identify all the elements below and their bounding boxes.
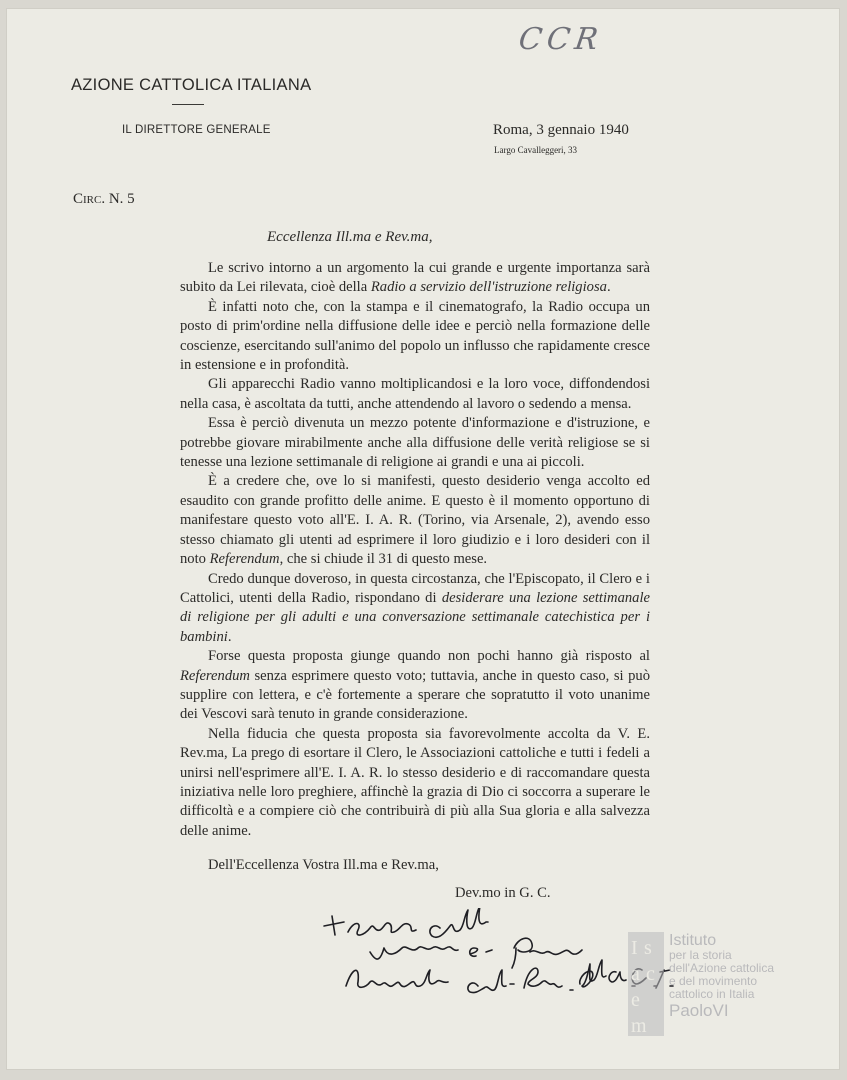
paragraph-text: Nella fiducia che questa proposta sia favorevolmente accolta da V. E. Rev.ma, La prego di esortare il Clero, le Associazioni cattoliche e tutti i fedeli a unirsi nell'esprimere all'E. I. A. R. lo stesso desiderio e di raccomandare questa iniziativa nelle loro preghiere, affinchè la grazia di Dio ci soccorra a superare le difficoltà e a compiere ciò che contribuirà di più alla Sua gloria e alla salvezza delle anime. (180, 725, 650, 839)
body-paragraph (180, 570, 650, 648)
closing-formula: Dell'Eccellenza Vostra Ill.ma e Rev.ma, (208, 857, 439, 873)
svg-text:I: I (631, 937, 638, 959)
valediction: Dev.mo in G. C. (455, 885, 551, 901)
handwritten-annotation: CCR (516, 22, 605, 57)
body-paragraph (180, 375, 650, 414)
handwritten-signature (318, 908, 678, 998)
body-paragraph (180, 414, 650, 472)
body-paragraph (180, 298, 650, 376)
paragraph-text: . (227, 628, 232, 645)
watermark-line: PaoloVI (669, 1001, 729, 1020)
letter-date: Roma, 3 gennaio 1940 (493, 122, 629, 138)
emphasized-text: desiderare una lezione settimanale di religione per gli adulti e una conversazione settimanale catechistica per i bambini (180, 589, 650, 645)
salutation: Eccellenza Ill.ma e Rev.ma, (267, 229, 433, 245)
body-paragraph (180, 259, 650, 298)
paragraph-text: Gli apparecchi Radio vanno moltiplicandosi e la loro voce, diffondendosi nella casa, è ascoltata da tutti, anche attendendo al lavoro o sedendo a mensa. (180, 376, 650, 412)
body-paragraph (180, 472, 650, 569)
organization-name: AZIONE CATTOLICA ITALIANA (71, 76, 312, 94)
svg-text:s: s (644, 937, 652, 959)
paragraph-text: Essa è perciò divenuta un mezzo potente d'informazione e d'istruzione, e potrebbe giovare mirabilmente anche alla diffusione delle verità religiose se si tenesse una lezione settimanale di religione ai grandi e una ai piccoli. (180, 415, 650, 471)
isacem-logo-icon (628, 932, 664, 1036)
paragraph-text: senza esprimere questo voto; tuttavia, anche in questo caso, si può supplire con lettera, e c'è fortemente a sperare che sopratutto il voto unanime dei Vescovi sarà tenuto in grande considerazione. (180, 667, 650, 723)
paragraph-text: Forse questa proposta giunge quando non pochi hanno già risposto al (208, 648, 650, 665)
paragraph-text: , che si chiude il 31 di questo mese. (279, 551, 488, 568)
body-paragraph (180, 647, 650, 725)
paragraph-text: Le scrivo intorno a un argomento la cui grande e urgente importanza sarà subito da Lei rilevata, cioè della (180, 260, 650, 296)
paragraph-text: Credo dunque doveroso, in questa circostanza, che l'Episcopato, il Clero e i Cattolici, utenti della Radio, rispondano di (180, 570, 650, 606)
header-divider (172, 104, 204, 105)
paragraph-text: . (606, 279, 611, 296)
watermark-line: Istituto (669, 932, 717, 949)
watermark-line: per la storia (669, 948, 732, 962)
watermark-logo (628, 932, 808, 1038)
emphasized-text: Referendum (209, 551, 280, 568)
watermark-line: cattolico in Italia (669, 987, 755, 1001)
emphasized-text: Referendum (180, 667, 250, 684)
paragraph-text: È infatti noto che, con la stampa e il cinematografo, la Radio occupa un posto di prim'ordine nella diffusione delle idee e perciò nella formazione delle coscienze, esercitando sull'animo del popolo un influsso che rapidamente cresce in estensione e in profondità. (180, 298, 650, 374)
paragraph-text: È a credere che, ove lo si manifesti, questo desiderio venga accolto ed esaudito con grande profitto delle anime. E questo è il momento opportuno di manifestare questo voto all'E. I. A. R. (Torino, via Arsenale, 2), avendo esso stesso chiamato gli utenti ad esprimere il loro giudizio e i loro desideri con il noto (180, 473, 650, 568)
svg-text:m: m (631, 1015, 647, 1036)
watermark-text (669, 932, 774, 1020)
body-paragraph (180, 725, 650, 841)
letter-address: Largo Cavalleggeri, 33 (494, 145, 578, 155)
director-title: IL DIRETTORE GENERALE (122, 124, 271, 136)
svg-text:c: c (646, 963, 655, 985)
emphasized-text: Radio a servizio dell'istruzione religiosa (370, 279, 607, 296)
svg-text:e: e (631, 989, 640, 1011)
letter-body (180, 259, 650, 841)
svg-text:a: a (631, 963, 640, 985)
watermark-line: e del movimento (669, 974, 758, 988)
watermark-line: dell'Azione cattolica (669, 961, 775, 975)
circular-number: Circ. N. 5 (73, 191, 135, 207)
